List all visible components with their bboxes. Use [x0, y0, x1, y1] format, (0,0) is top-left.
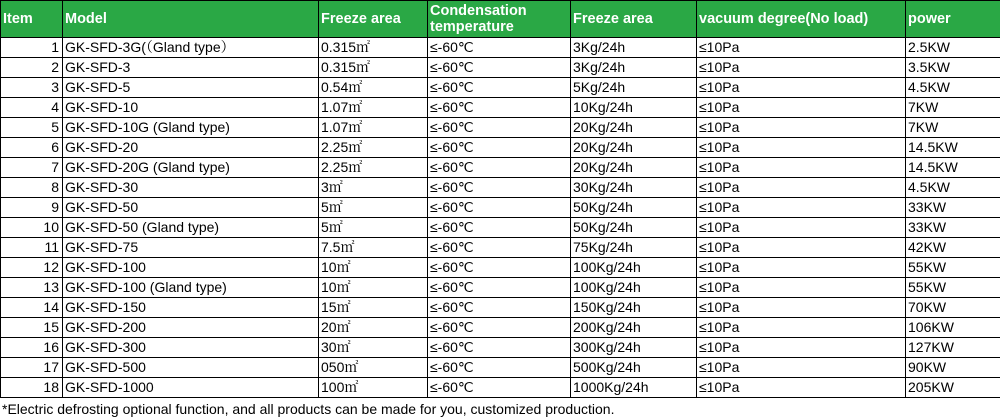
- cell-vacuum-degree: ≤10Pa: [697, 338, 906, 358]
- cell-item: 18: [1, 378, 63, 398]
- cell-freeze-capacity: 20Kg/24h: [571, 138, 697, 158]
- header-vacuum-degree: vacuum degree(No load): [697, 1, 906, 38]
- table-row: [1, 358, 1000, 378]
- cell-freeze-area: 050㎡: [319, 358, 428, 378]
- cell-freeze-capacity: 1000Kg/24h: [571, 378, 697, 398]
- cell-model: GK-SFD-10: [63, 98, 319, 118]
- cell-item: 3: [1, 78, 63, 98]
- cell-power: 205KW: [906, 378, 1000, 398]
- cell-freeze-area: 3㎡: [319, 178, 428, 198]
- table-row: [1, 318, 1000, 338]
- table-row: [1, 78, 1000, 98]
- cell-item: 6: [1, 138, 63, 158]
- cell-freeze-capacity: 50Kg/24h: [571, 198, 697, 218]
- cell-freeze-capacity: 100Kg/24h: [571, 258, 697, 278]
- cell-condensation-temperature: ≤-60℃: [428, 318, 571, 338]
- cell-power: 42KW: [906, 238, 1000, 258]
- cell-item: 1: [1, 38, 63, 58]
- cell-condensation-temperature: ≤-60℃: [428, 58, 571, 78]
- cell-freeze-capacity: 200Kg/24h: [571, 318, 697, 338]
- cell-freeze-area: 20㎡: [319, 318, 428, 338]
- cell-model: GK-SFD-20G (Gland type): [63, 158, 319, 178]
- cell-model: GK-SFD-1000: [63, 378, 319, 398]
- cell-freeze-area: 5㎡: [319, 198, 428, 218]
- cell-condensation-temperature: ≤-60℃: [428, 198, 571, 218]
- cell-freeze-capacity: 100Kg/24h: [571, 278, 697, 298]
- cell-condensation-temperature: ≤-60℃: [428, 178, 571, 198]
- cell-power: 33KW: [906, 218, 1000, 238]
- cell-freeze-area: 5㎡: [319, 218, 428, 238]
- table-row: [1, 298, 1000, 318]
- cell-vacuum-degree: ≤10Pa: [697, 378, 906, 398]
- cell-freeze-area: 100㎡: [319, 378, 428, 398]
- cell-power: 90KW: [906, 358, 1000, 378]
- table-row: [1, 118, 1000, 138]
- cell-power: 55KW: [906, 258, 1000, 278]
- cell-vacuum-degree: ≤10Pa: [697, 58, 906, 78]
- table-row: [1, 178, 1000, 198]
- cell-power: 7KW: [906, 118, 1000, 138]
- cell-model: GK-SFD-500: [63, 358, 319, 378]
- table-row: [1, 378, 1000, 398]
- table-row: [1, 238, 1000, 258]
- cell-freeze-area: 15㎡: [319, 298, 428, 318]
- footnote: *Electric defrosting optional function, and all products can be made for you, customized production.: [0, 400, 1000, 418]
- cell-freeze-capacity: 20Kg/24h: [571, 118, 697, 138]
- cell-freeze-area: 0.315㎡: [319, 58, 428, 78]
- header-row: [1, 1, 1000, 38]
- cell-vacuum-degree: ≤10Pa: [697, 318, 906, 338]
- cell-condensation-temperature: ≤-60℃: [428, 338, 571, 358]
- header-condensation-temperature: Condensation temperature: [428, 1, 571, 38]
- table-row: [1, 158, 1000, 178]
- table-row: [1, 218, 1000, 238]
- cell-condensation-temperature: ≤-60℃: [428, 98, 571, 118]
- cell-freeze-capacity: 75Kg/24h: [571, 238, 697, 258]
- table-row: [1, 38, 1000, 58]
- cell-freeze-capacity: 3Kg/24h: [571, 58, 697, 78]
- cell-power: 14.5KW: [906, 138, 1000, 158]
- cell-power: 33KW: [906, 198, 1000, 218]
- cell-condensation-temperature: ≤-60℃: [428, 218, 571, 238]
- cell-freeze-area: 30㎡: [319, 338, 428, 358]
- cell-item: 8: [1, 178, 63, 198]
- cell-freeze-capacity: 300Kg/24h: [571, 338, 697, 358]
- cell-freeze-capacity: 500Kg/24h: [571, 358, 697, 378]
- cell-item: 7: [1, 158, 63, 178]
- cell-vacuum-degree: ≤10Pa: [697, 158, 906, 178]
- cell-power: 70KW: [906, 298, 1000, 318]
- cell-power: 14.5KW: [906, 158, 1000, 178]
- header-power: power: [906, 1, 1000, 38]
- cell-freeze-capacity: 30Kg/24h: [571, 178, 697, 198]
- cell-vacuum-degree: ≤10Pa: [697, 38, 906, 58]
- cell-item: 2: [1, 58, 63, 78]
- header-freeze-capacity: Freeze area: [571, 1, 697, 38]
- cell-freeze-area: 0.315㎡: [319, 38, 428, 58]
- cell-vacuum-degree: ≤10Pa: [697, 298, 906, 318]
- cell-item: 13: [1, 278, 63, 298]
- cell-model: GK-SFD-100 (Gland type): [63, 278, 319, 298]
- cell-condensation-temperature: ≤-60℃: [428, 378, 571, 398]
- cell-power: 55KW: [906, 278, 1000, 298]
- cell-model: GK-SFD-50: [63, 198, 319, 218]
- cell-power: 3.5KW: [906, 58, 1000, 78]
- table-body: [1, 38, 1000, 398]
- cell-vacuum-degree: ≤10Pa: [697, 238, 906, 258]
- cell-item: 12: [1, 258, 63, 278]
- cell-condensation-temperature: ≤-60℃: [428, 138, 571, 158]
- cell-model: GK-SFD-50 (Gland type): [63, 218, 319, 238]
- cell-item: 9: [1, 198, 63, 218]
- cell-freeze-area: 10㎡: [319, 278, 428, 298]
- cell-item: 17: [1, 358, 63, 378]
- cell-vacuum-degree: ≤10Pa: [697, 258, 906, 278]
- cell-model: GK-SFD-5: [63, 78, 319, 98]
- header-model: Model: [63, 1, 319, 38]
- cell-item: 14: [1, 298, 63, 318]
- cell-freeze-capacity: 150Kg/24h: [571, 298, 697, 318]
- cell-freeze-area: 0.54㎡: [319, 78, 428, 98]
- cell-vacuum-degree: ≤10Pa: [697, 178, 906, 198]
- cell-model: GK-SFD-300: [63, 338, 319, 358]
- table-row: [1, 258, 1000, 278]
- cell-model: GK-SFD-30: [63, 178, 319, 198]
- cell-condensation-temperature: ≤-60℃: [428, 298, 571, 318]
- cell-freeze-capacity: 5Kg/24h: [571, 78, 697, 98]
- cell-condensation-temperature: ≤-60℃: [428, 258, 571, 278]
- table-row: [1, 98, 1000, 118]
- cell-condensation-temperature: ≤-60℃: [428, 118, 571, 138]
- cell-model: GK-SFD-20: [63, 138, 319, 158]
- cell-vacuum-degree: ≤10Pa: [697, 278, 906, 298]
- cell-item: 5: [1, 118, 63, 138]
- cell-model: GK-SFD-3: [63, 58, 319, 78]
- cell-freeze-area: 2.25㎡: [319, 138, 428, 158]
- cell-condensation-temperature: ≤-60℃: [428, 278, 571, 298]
- cell-power: 106KW: [906, 318, 1000, 338]
- cell-vacuum-degree: ≤10Pa: [697, 218, 906, 238]
- cell-power: 7KW: [906, 98, 1000, 118]
- cell-item: 16: [1, 338, 63, 358]
- cell-power: 4.5KW: [906, 78, 1000, 98]
- cell-freeze-capacity: 20Kg/24h: [571, 158, 697, 178]
- table-row: [1, 338, 1000, 358]
- cell-item: 10: [1, 218, 63, 238]
- cell-model: GK-SFD-10G (Gland type): [63, 118, 319, 138]
- table-row: [1, 278, 1000, 298]
- cell-vacuum-degree: ≤10Pa: [697, 118, 906, 138]
- cell-power: 4.5KW: [906, 178, 1000, 198]
- cell-item: 15: [1, 318, 63, 338]
- cell-condensation-temperature: ≤-60℃: [428, 38, 571, 58]
- cell-freeze-area: 2.25㎡: [319, 158, 428, 178]
- table-row: [1, 138, 1000, 158]
- header-freeze-area: Freeze area: [319, 1, 428, 38]
- cell-vacuum-degree: ≤10Pa: [697, 358, 906, 378]
- cell-freeze-area: 7.5㎡: [319, 238, 428, 258]
- cell-vacuum-degree: ≤10Pa: [697, 78, 906, 98]
- cell-power: 2.5KW: [906, 38, 1000, 58]
- cell-item: 4: [1, 98, 63, 118]
- cell-condensation-temperature: ≤-60℃: [428, 78, 571, 98]
- cell-freeze-area: 10㎡: [319, 258, 428, 278]
- cell-freeze-capacity: 3Kg/24h: [571, 38, 697, 58]
- cell-model: GK-SFD-200: [63, 318, 319, 338]
- cell-condensation-temperature: ≤-60℃: [428, 158, 571, 178]
- cell-vacuum-degree: ≤10Pa: [697, 198, 906, 218]
- cell-model: GK-SFD-150: [63, 298, 319, 318]
- cell-model: GK-SFD-100: [63, 258, 319, 278]
- table-row: [1, 198, 1000, 218]
- header-item: Item: [1, 1, 63, 38]
- cell-item: 11: [1, 238, 63, 258]
- cell-vacuum-degree: ≤10Pa: [697, 98, 906, 118]
- cell-freeze-capacity: 50Kg/24h: [571, 218, 697, 238]
- cell-freeze-capacity: 10Kg/24h: [571, 98, 697, 118]
- cell-freeze-area: 1.07㎡: [319, 98, 428, 118]
- cell-model: GK-SFD-3G(（Gland type）: [63, 38, 319, 58]
- cell-condensation-temperature: ≤-60℃: [428, 358, 571, 378]
- cell-freeze-area: 1.07㎡: [319, 118, 428, 138]
- cell-power: 127KW: [906, 338, 1000, 358]
- table-row: [1, 58, 1000, 78]
- cell-model: GK-SFD-75: [63, 238, 319, 258]
- cell-condensation-temperature: ≤-60℃: [428, 238, 571, 258]
- cell-vacuum-degree: ≤10Pa: [697, 138, 906, 158]
